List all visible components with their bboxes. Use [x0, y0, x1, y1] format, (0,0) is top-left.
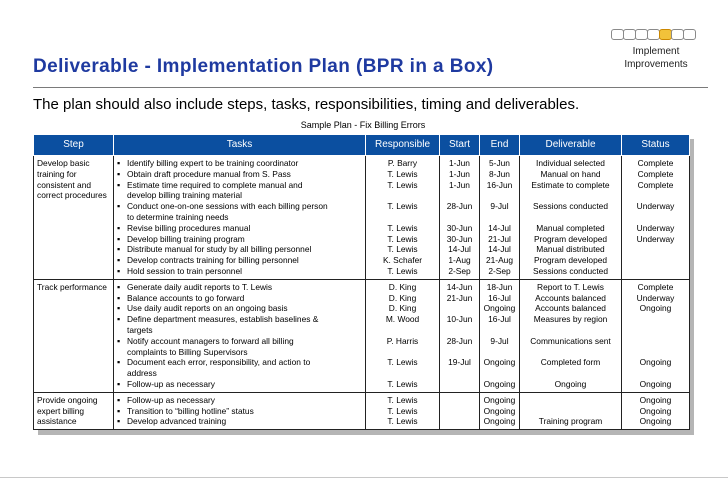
- end-line: 9-Jul: [490, 201, 509, 212]
- task-item: [117, 282, 362, 293]
- task-line: ▪ Conduct one-on-one sessions with each billing person: [127, 201, 328, 212]
- header-start: Start: [440, 135, 480, 156]
- task-line: ▪ Distribute manual for study by all billing personnel: [127, 244, 312, 255]
- end-line: Ongoing: [483, 405, 516, 416]
- deliverable-line: Ongoing: [554, 378, 587, 389]
- status-line: Complete: [637, 179, 674, 190]
- task-line: ▪ Transition to “billing hotline” status: [127, 405, 254, 416]
- status-line: Ongoing: [639, 394, 672, 405]
- start-line: 2-Sep: [448, 265, 471, 276]
- deliverable-line: [523, 347, 618, 358]
- start-line: [443, 368, 476, 379]
- deliverable-line: Communications sent: [530, 335, 611, 346]
- start-line: 14-Jun: [446, 281, 473, 292]
- responsible-line: D. King: [388, 292, 417, 303]
- task-item: [117, 201, 362, 223]
- responsible-line: T. Lewis: [387, 222, 418, 233]
- task-line: address: [127, 368, 157, 379]
- deliverable-line: [523, 368, 618, 379]
- responsible-line: P. Harris: [386, 335, 419, 346]
- step-cell: [34, 156, 114, 280]
- start-line: 10-Jun: [446, 314, 473, 325]
- start-line: 21-Jun: [446, 292, 473, 303]
- end-line: 16-Jun: [486, 179, 513, 190]
- step-cell: [34, 392, 114, 429]
- task-line: ▪ Identify billing expert to be training coordinator: [127, 158, 299, 168]
- deliverable-line: [523, 325, 618, 336]
- end-line: 14-Jul: [488, 244, 511, 255]
- deliverable-line: [523, 212, 618, 223]
- step-cell: [34, 279, 114, 392]
- task-line: ▪ Obtain draft procedure manual from S. Pass: [127, 168, 291, 179]
- end-line: 2-Sep: [488, 265, 511, 276]
- deliverable-line: Manual on hand: [540, 168, 601, 179]
- task-line: ▪ Develop billing training program: [127, 233, 245, 244]
- deliverable-line: Measures by region: [533, 314, 608, 325]
- end-line: Ongoing: [483, 416, 516, 427]
- intro-text: The plan should also include steps, tasks, responsibilities, timing and deliverables.: [33, 96, 580, 113]
- start-cell: [440, 279, 480, 392]
- start-line: [443, 212, 476, 223]
- responsible-line: T. Lewis: [387, 265, 418, 276]
- end-line: 21-Aug: [485, 255, 513, 266]
- deliverable-cell: [520, 392, 622, 429]
- progress-tracker: [611, 29, 699, 41]
- task-line: to determine training needs: [127, 211, 229, 222]
- progress-segment: [683, 29, 696, 40]
- status-line: [625, 325, 686, 336]
- start-line: 1-Jun: [449, 168, 470, 179]
- responsible-cell: [366, 279, 440, 392]
- status-line: Ongoing: [639, 303, 672, 314]
- start-line: 28-Jun: [446, 335, 473, 346]
- status-line: [625, 314, 686, 325]
- step-line: training for: [37, 168, 77, 179]
- start-line: 30-Jun: [446, 222, 473, 233]
- responsible-cell: [366, 392, 440, 429]
- task-line: ▪ Balance accounts to go forward: [127, 292, 245, 303]
- end-line: [483, 190, 516, 201]
- step-line: Develop basic: [37, 158, 90, 168]
- start-line: [443, 406, 476, 417]
- task-line: targets: [127, 324, 153, 335]
- task-line: ▪ Follow-up as necessary: [127, 394, 215, 405]
- status-line: [625, 347, 686, 358]
- status-line: [625, 266, 686, 277]
- table-row: [34, 279, 690, 392]
- responsible-line: [369, 190, 436, 201]
- responsible-line: [369, 212, 436, 223]
- status-line: Underway: [636, 233, 675, 244]
- responsible-cell: [366, 156, 440, 280]
- task-line: ▪ Hold session to train personnel: [127, 265, 242, 276]
- header-responsible: Responsible: [366, 135, 440, 156]
- responsible-line: K. Schafer: [382, 255, 423, 266]
- header-step: Step: [34, 135, 114, 156]
- responsible-line: [369, 347, 436, 358]
- end-cell: [480, 156, 520, 280]
- task-item: [117, 395, 362, 406]
- status-line: [625, 190, 686, 201]
- start-line: [443, 190, 476, 201]
- end-cell: [480, 279, 520, 392]
- plan-table: [33, 134, 690, 430]
- status-line: Complete: [637, 168, 674, 179]
- deliverable-line: [523, 395, 618, 406]
- end-line: Ongoing: [483, 303, 516, 314]
- step-line: Track performance: [37, 281, 107, 292]
- deliverable-line: Manual distributed: [536, 244, 605, 255]
- start-line: [443, 325, 476, 336]
- task-item: [117, 255, 362, 266]
- responsible-line: P. Barry: [387, 158, 418, 168]
- task-line: ▪ Revise billing procedures manual: [127, 222, 251, 233]
- task-item: [117, 336, 362, 358]
- step-line: assistance: [37, 416, 77, 427]
- status-line: Complete: [637, 281, 674, 292]
- task-line: ▪ Develop advanced training: [127, 416, 227, 427]
- plan-table-wrapper: [33, 134, 689, 430]
- task-line: ▪ Generate daily audit reports to T. Lewis: [127, 281, 273, 292]
- start-cell: [440, 392, 480, 429]
- start-cell: [440, 156, 480, 280]
- task-item: [117, 293, 362, 304]
- deliverable-line: [523, 190, 618, 201]
- deliverable-line: Manual completed: [536, 222, 605, 233]
- task-item: [117, 223, 362, 234]
- end-line: [483, 212, 516, 223]
- task-item: [117, 379, 362, 390]
- status-cell: [622, 392, 690, 429]
- responsible-line: T. Lewis: [387, 233, 418, 244]
- phase-label: Implement Improvements: [624, 46, 688, 70]
- table-row: [34, 156, 690, 280]
- deliverable-line: Sessions conducted: [533, 201, 608, 212]
- task-item: [117, 169, 362, 180]
- end-line: Ongoing: [483, 357, 516, 368]
- start-line: 1-Jun: [449, 179, 470, 190]
- responsible-line: T. Lewis: [387, 179, 418, 190]
- deliverable-line: Report to T. Lewis: [537, 281, 604, 292]
- status-line: Ongoing: [639, 357, 672, 368]
- deliverable-line: Accounts balanced: [535, 303, 606, 314]
- table-row: [34, 392, 690, 429]
- task-line: complaints to Billing Supervisors: [127, 346, 248, 357]
- status-line: [625, 212, 686, 223]
- start-line: [443, 303, 476, 314]
- status-line: [625, 368, 686, 379]
- task-line: develop billing training material: [127, 190, 242, 201]
- table-header-row: [34, 135, 690, 156]
- deliverable-line: Program developed: [533, 255, 608, 266]
- task-item: [117, 314, 362, 336]
- task-item: [117, 234, 362, 245]
- task-line: ▪ Estimate time required to complete manual and: [127, 179, 303, 190]
- end-cell: [480, 392, 520, 429]
- status-cell: [622, 156, 690, 280]
- end-line: 16-Jul: [488, 292, 511, 303]
- tasks-cell: [114, 392, 366, 429]
- start-line: 19-Jul: [448, 357, 471, 368]
- step-line: correct procedures: [37, 190, 107, 201]
- responsible-line: T. Lewis: [387, 201, 418, 212]
- task-item: [117, 303, 362, 314]
- start-line: 28-Jun: [446, 201, 473, 212]
- header-tasks: Tasks: [114, 135, 366, 156]
- task-item: [117, 406, 362, 417]
- task-line: ▪ Document each error, responsibility, and action to: [127, 357, 311, 368]
- start-line: [443, 395, 476, 406]
- responsible-line: D. King: [388, 281, 417, 292]
- status-line: [625, 255, 686, 266]
- task-item: [117, 416, 362, 427]
- responsible-line: M. Wood: [385, 314, 420, 325]
- deliverable-line: Individual selected: [536, 158, 605, 168]
- status-line: [625, 336, 686, 347]
- deliverable-cell: [520, 156, 622, 280]
- status-line: Ongoing: [639, 405, 672, 416]
- task-item: [117, 266, 362, 277]
- end-line: [483, 325, 516, 336]
- header-end: End: [480, 135, 520, 156]
- deliverable-cell: [520, 279, 622, 392]
- end-line: [483, 368, 516, 379]
- status-line: Underway: [636, 201, 675, 212]
- task-item: [117, 180, 362, 202]
- status-cell: [622, 279, 690, 392]
- responsible-line: [369, 325, 436, 336]
- deliverable-line: Estimate to complete: [531, 179, 610, 190]
- deliverable-line: Accounts balanced: [535, 292, 606, 303]
- status-line: Complete: [637, 158, 674, 168]
- step-line: consistent and: [37, 179, 92, 190]
- end-line: 14-Jul: [488, 222, 511, 233]
- responsible-line: T. Lewis: [387, 416, 418, 427]
- start-line: [443, 347, 476, 358]
- end-line: 8-Jun: [489, 168, 510, 179]
- header-deliverable: Deliverable: [520, 135, 622, 156]
- start-line: 1-Jun: [449, 158, 470, 168]
- task-item: [117, 158, 362, 169]
- end-line: 21-Jul: [488, 233, 511, 244]
- deliverable-line: Sessions conducted: [533, 265, 608, 276]
- status-line: Underway: [636, 292, 675, 303]
- step-line: expert billing: [37, 405, 85, 416]
- start-line: [443, 379, 476, 390]
- task-line: ▪ Define department measures, establish baselines &: [127, 314, 319, 325]
- deliverable-line: Program developed: [533, 233, 608, 244]
- responsible-line: T. Lewis: [387, 378, 418, 389]
- page-title: Deliverable - Implementation Plan (BPR in a Box): [33, 56, 494, 77]
- task-line: ▪ Develop contracts training for billing personnel: [127, 255, 299, 266]
- status-line: Ongoing: [639, 416, 672, 427]
- table-caption: Sample Plan - Fix Billing Errors: [300, 120, 426, 130]
- responsible-line: D. King: [388, 303, 417, 314]
- end-line: 5-Jun: [489, 158, 510, 168]
- end-line: [483, 347, 516, 358]
- title-divider: [33, 87, 708, 88]
- start-line: 14-Jul: [448, 244, 471, 255]
- responsible-line: T. Lewis: [387, 394, 418, 405]
- deliverable-line: Training program: [538, 416, 603, 427]
- step-line: Provide ongoing: [37, 394, 98, 405]
- end-line: 16-Jul: [488, 314, 511, 325]
- header-status: Status: [622, 135, 690, 156]
- task-line: ▪ Notify account managers to forward all billing: [127, 335, 294, 346]
- responsible-line: T. Lewis: [387, 244, 418, 255]
- task-line: ▪ Follow-up as necessary: [127, 378, 215, 389]
- status-line: Underway: [636, 222, 675, 233]
- start-line: 1-Aug: [448, 255, 471, 266]
- task-item: [117, 357, 362, 379]
- tasks-cell: [114, 156, 366, 280]
- start-line: 30-Jun: [446, 233, 473, 244]
- end-line: 18-Jun: [486, 281, 513, 292]
- end-line: 9-Jul: [490, 335, 509, 346]
- responsible-line: T. Lewis: [387, 357, 418, 368]
- responsible-line: T. Lewis: [387, 168, 418, 179]
- task-item: [117, 244, 362, 255]
- responsible-line: T. Lewis: [387, 405, 418, 416]
- end-line: Ongoing: [483, 394, 516, 405]
- tasks-cell: [114, 279, 366, 392]
- footer-divider: [0, 477, 728, 478]
- responsible-line: [369, 368, 436, 379]
- task-line: ▪ Use daily audit reports on an ongoing basis: [127, 303, 288, 314]
- start-line: [443, 416, 476, 427]
- deliverable-line: Completed form: [540, 357, 601, 368]
- deliverable-line: [523, 406, 618, 417]
- status-line: [625, 244, 686, 255]
- end-line: Ongoing: [483, 378, 516, 389]
- status-line: Ongoing: [639, 378, 672, 389]
